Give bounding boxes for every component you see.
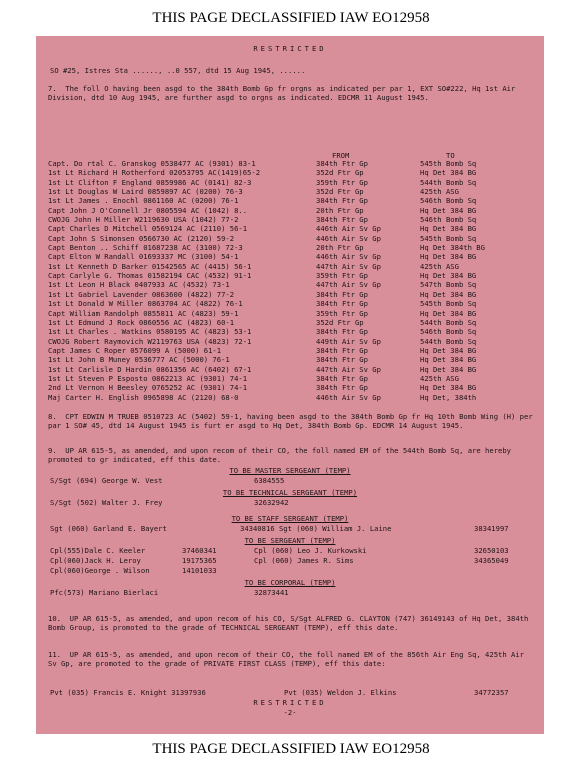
roster-row xyxy=(48,337,540,346)
roster-row xyxy=(48,178,540,187)
cpl-name: Pfc(573) Mariano Bierlaci xyxy=(50,588,159,597)
pfc-name-2: Pvt (035) Weldon J. Elkins xyxy=(284,688,397,697)
roster-from: 359th Ftr Gp xyxy=(316,308,368,318)
roster-officer: Capt Charles D Mitchell 0569124 AC (2110) 56-1 xyxy=(48,224,248,234)
roster-row xyxy=(48,374,540,383)
roster-row xyxy=(48,234,540,243)
sgt-name: Cpl(060)George . Wilson xyxy=(50,566,150,575)
document-page xyxy=(36,36,544,734)
roster-officer: Capt Benton .. Schiff 01687238 AC (3100) 72-3 xyxy=(48,243,243,253)
roster-to: 544th Bomb Sq xyxy=(420,336,477,346)
roster-from: 359th Ftr Gp xyxy=(316,271,368,281)
roster-to: 425th ASG xyxy=(420,373,459,383)
roster-from: 384th Ftr Gp xyxy=(316,215,368,225)
roster-from: 447th Air Sv Gp xyxy=(316,280,381,290)
roster-officer: Capt. Do rtal C. Granskog 0538477 AC (9301) 83-1 xyxy=(48,159,256,168)
roster-officer: 1st Lt Kenneth D Barker 01542565 AC (4415) 56-1 xyxy=(48,261,252,271)
column-header-to: TO xyxy=(446,151,455,160)
sgt-serial: 34365049 xyxy=(474,556,509,565)
ts-serial: 32632942 xyxy=(254,498,289,507)
restricted-footer: RESTRICTED xyxy=(253,698,327,707)
sgt-serial: 14101033 xyxy=(182,566,217,575)
roster-to: Hq Det 384 BG xyxy=(420,355,477,365)
roster-row xyxy=(48,168,540,177)
roster-from: 352d Ftr Gp xyxy=(316,317,364,327)
roster-officer: 1st Lt Douglas W Laird 0859897 AC (0200) 76-3 xyxy=(48,187,243,197)
pfc-name-1: Pvt (035) Francis E. Knight 31397936 xyxy=(50,688,206,697)
roster-to: Hq Det 384 BG xyxy=(420,205,477,215)
roster-officer: 1st Lt Charles . Watkins 0580195 AC (4823) 53-1 xyxy=(48,327,252,337)
roster-to: 546th Bomb Sq xyxy=(420,327,477,337)
paragraph-9: 9. UP AR 615-5, as amended, and upon recom of their CO, the foll named EM of the 544th Bomb Sq, are hereby promoted to gr indicated, eff this date. xyxy=(48,446,516,465)
roster-row xyxy=(48,309,540,318)
roster-row xyxy=(48,187,540,196)
sgt-name: Cpl (060) Leo J. Kurkowski xyxy=(254,546,367,555)
header-sergeant: TO BE SERGEANT (TEMP) xyxy=(244,536,336,545)
roster-row xyxy=(48,355,540,364)
roster-from: 359th Ftr Gp xyxy=(316,177,368,187)
roster-from: 352d Ftr Gp xyxy=(316,187,364,197)
roster-officer: 1st Lt Gabriel Lavender 0863600 (4822) 77-2 xyxy=(48,289,235,299)
roster-to: 425th ASG xyxy=(420,187,459,197)
roster-row xyxy=(48,271,540,280)
roster-from: 446th Air Sv Gp xyxy=(316,224,381,234)
roster-from: 384th Ftr Gp xyxy=(316,159,368,168)
page-number: -2- xyxy=(283,708,297,717)
header-master-sergeant: TO BE MASTER SERGEANT (TEMP) xyxy=(229,466,351,475)
roster-from: 384th Ftr Gp xyxy=(316,327,368,337)
roster-row xyxy=(48,346,540,355)
roster-to: Hq Det 384 BG xyxy=(420,252,477,262)
roster-row xyxy=(48,206,540,215)
sgt-serial: 32650103 xyxy=(474,546,509,555)
ms-name: S/Sgt (694) George W. Vest xyxy=(50,476,163,485)
roster-from: 449th Air Sv Gp xyxy=(316,336,381,346)
ss-name-1: Sgt (060) Garland E. Bayert xyxy=(50,524,167,533)
roster-from: 446th Air Sv Gp xyxy=(316,233,381,243)
roster-to: Hq Det 384 BG xyxy=(420,168,477,178)
roster-from: 384th Ftr Gp xyxy=(316,289,368,299)
roster-from: 447th Air Sv Gp xyxy=(316,364,381,374)
ss-serial-2: 38341997 xyxy=(474,524,509,533)
roster-officer: Capt Carlyle G. Thomas 01582194 CAC (4532) 91-1 xyxy=(48,271,252,281)
roster-row xyxy=(48,299,540,308)
paragraph-7: 7. The foll O having been asgd to the 384th Bomb Gp fr orgns as indicated per par 1, EXT SO#222, Hq 1st Air Division, dtd 10 Aug 1945, are further asgd to orgns as indicated. EDCMR 11 August 1945. xyxy=(48,84,520,103)
roster-row xyxy=(48,290,540,299)
sgt-serial: 37460341 xyxy=(182,546,217,555)
cpl-serial: 32873441 xyxy=(254,588,289,597)
roster-officer: Capt William Randolph 0855811 AC (4823) 59-1 xyxy=(48,308,239,318)
roster-row xyxy=(48,252,540,261)
roster-officer: Maj Carter H. English 0965898 AC (2120) 68-0 xyxy=(48,392,239,402)
roster-row xyxy=(48,215,540,224)
roster-row xyxy=(48,243,540,252)
sgt-serial: 19175365 xyxy=(182,556,217,565)
roster-to: 547th Bomb Sq xyxy=(420,280,477,290)
roster-from: 384th Ftr Gp xyxy=(316,196,368,206)
roster-row xyxy=(48,280,540,289)
roster-to: Hq Det 384 BG xyxy=(420,364,477,374)
roster-to: 544th Bomb Sq xyxy=(420,317,477,327)
roster-officer: 1st Lt Clifton F England 0859986 AC (0141) 82-3 xyxy=(48,177,252,187)
roster-from: 446th Air Sv Gp xyxy=(316,252,381,262)
roster-officer: Capt John J O'Connell Jr 0805594 AC (1042) 8.. xyxy=(48,205,248,215)
roster-to: 546th Bomb Sq xyxy=(420,215,477,225)
roster-to: Hq Det 384 BG xyxy=(420,224,477,234)
roster-to: Hq Det 384 BG xyxy=(420,345,477,355)
roster-row xyxy=(48,224,540,233)
roster-from: 384th Ftr Gp xyxy=(316,383,368,393)
roster-row xyxy=(48,393,540,402)
roster-officer: 1st Lt Leon H Black 0407933 AC (4532) 73-1 xyxy=(48,280,230,290)
roster-officer: 1st Lt Carlisle D Hardin 0861356 AC (6402) 67-1 xyxy=(48,364,252,374)
paragraph-11: 11. UP AR 615-5, as amended, and upon recom of their CO, the foll named EM of the 856th Air Eng Sq, 425th Air Sv Gp, are promoted to the grade of PRIVATE FIRST CLASS (TEMP), eff this date: xyxy=(48,650,529,669)
roster-officer: Capt John S Simonsen 0566730 AC (2120) 59-2 xyxy=(48,233,235,243)
sgt-name: Cpl(060)Jack H. Leroy xyxy=(50,556,141,565)
roster-from: 446th Air Sv Gp xyxy=(316,392,381,402)
roster-to: Hq Det 384 BG xyxy=(420,289,477,299)
declassified-banner-bottom: THIS PAGE DECLASSIFIED IAW EO12958 xyxy=(152,741,430,757)
roster-from: 20th Ftr Gp xyxy=(316,205,364,215)
roster-officer: 1st Lt Donald W Miller 0863704 AC (4822) 76-1 xyxy=(48,299,243,309)
ss-serial-and-name-2: 34340816 Sgt (060) William J. Laine xyxy=(240,524,392,533)
roster-from: 384th Ftr Gp xyxy=(316,345,368,355)
roster-to: 425th ASG xyxy=(420,261,459,271)
pfc-serial-2: 34772357 xyxy=(474,688,509,697)
orders-reference-line: SO #25, Istres Sta ......, ..0 557, dtd 15 Aug 1945, ...... xyxy=(50,66,306,75)
restricted-header: RESTRICTED xyxy=(253,44,327,53)
roster-row xyxy=(48,327,540,336)
header-technical-sergeant: TO BE TECHNICAL SERGEANT (TEMP) xyxy=(222,488,358,497)
roster-from: 20th Ftr Gp xyxy=(316,243,364,253)
roster-row xyxy=(48,159,540,168)
roster-to: 546th Bomb Sq xyxy=(420,196,477,206)
roster-row xyxy=(48,262,540,271)
sgt-name: Cpl (060) James R. Sims xyxy=(254,556,354,565)
roster-to: Hq Det 384th BG xyxy=(420,243,485,253)
roster-row xyxy=(48,383,540,392)
roster-officer: Capt James C Roper 0576099 A (5000) 61-1 xyxy=(48,345,222,355)
roster-officer: 1st Lt James . Enochl 0861160 AC (0200) 76-1 xyxy=(48,196,239,206)
roster-officer: 1st Lt Steven P Esposto 0862213 AC (9301) 74-1 xyxy=(48,373,248,383)
sgt-name: Cpl(555)Dale C. Keeler xyxy=(50,546,146,555)
roster-officer: CWOJG Robert Raymovich W2119763 USA (4823) 72-1 xyxy=(48,336,252,346)
roster-row xyxy=(48,196,540,205)
roster-officer: 2nd Lt Vernon H Beesley 0765252 AC (9301) 74-1 xyxy=(48,383,248,393)
declassified-banner-top: THIS PAGE DECLASSIFIED IAW EO12958 xyxy=(152,10,430,26)
header-corporal: TO BE CORPORAL (TEMP) xyxy=(244,578,336,587)
paragraph-8: 8. CPT EDWIN M TRUEB 0510723 AC (5402) 59-1, having been asgd to the 384th Bomb Gp fr Hq 10th Bomb Wing (H) per par 1 SO# 45, dtd 14 August 1945 is furt er asgd to Hq Det, 384th Bomb Gp. EDCMR 14 August 1945. xyxy=(48,412,537,431)
roster-to: 545th Bomb Sq xyxy=(420,159,477,168)
paragraph-10: 10. UP AR 615-5, as amended, and upon recom of his CO, S/Sgt ALFRED G. CLAYTON (747) 36149143 of Hq Det, 384th Bomb Group, is promoted to the grade of TECHNICAL SERGEANT (TEMP), eff this date. xyxy=(48,614,533,633)
roster-to: Hq Det, 384th xyxy=(420,392,477,402)
ms-serial: 6384555 xyxy=(254,476,285,485)
roster-to: 544th Bomb Sq xyxy=(420,177,477,187)
roster-from: 352d Ftr Gp xyxy=(316,168,364,178)
roster-to: Hq Det 384 BG xyxy=(420,308,477,318)
ts-name: S/Sgt (502) Walter J. Frey xyxy=(50,498,163,507)
column-header-from: FROM xyxy=(332,151,350,160)
roster-officer: 1st Lt Richard H Rotherford 02053795 AC(1419)65-2 xyxy=(48,168,261,178)
header-staff-sergeant: TO BE STAFF SERGEANT (TEMP) xyxy=(231,514,349,523)
roster-to: Hq Det 384 BG xyxy=(420,271,477,281)
roster-to: 545th Bomb Sq xyxy=(420,233,477,243)
roster-officer: Capt Elton W Randall 01693337 MC (3100) 54-1 xyxy=(48,252,239,262)
roster-officer: 1st Lt John B Muney 0536777 AC (5000) 76-1 xyxy=(48,355,230,365)
roster-from: 447th Air Sv Gp xyxy=(316,261,381,271)
roster-row xyxy=(48,365,540,374)
roster-from: 384th Ftr Gp xyxy=(316,299,368,309)
roster-to: Hq Det 384 BG xyxy=(420,383,477,393)
roster-from: 384th Ftr Gp xyxy=(316,355,368,365)
roster-officer: 1st Lt Edmund J Rock 0860556 AC (4823) 60-1 xyxy=(48,317,235,327)
officer-assignment-roster xyxy=(48,159,540,402)
roster-from: 384th Ftr Gp xyxy=(316,373,368,383)
roster-row xyxy=(48,318,540,327)
roster-officer: CWOJG John H Miller W2119630 USA (1042) 77-2 xyxy=(48,215,239,225)
roster-to: 545th Bomb Sq xyxy=(420,299,477,309)
